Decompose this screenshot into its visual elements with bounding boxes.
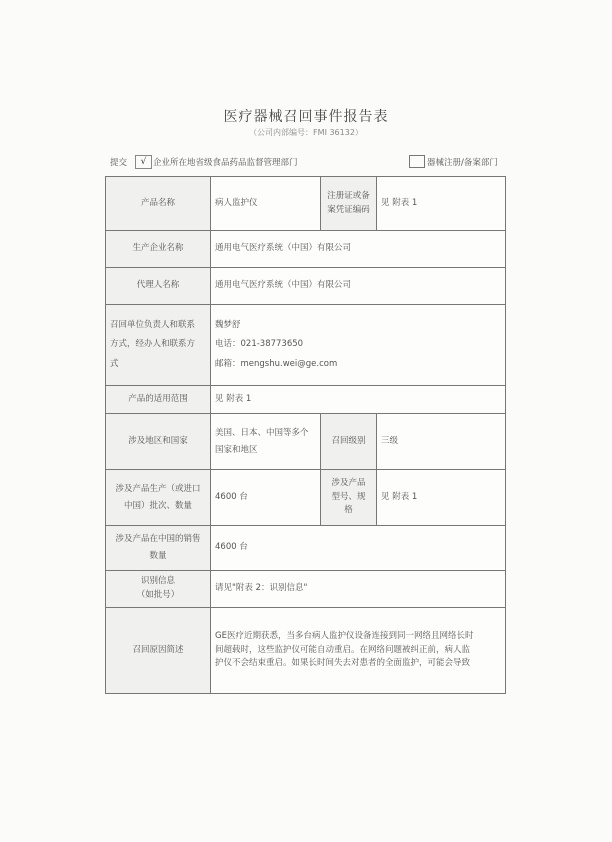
reason-line-2: 间超载时，这些监护仪可能自动重启。在网络问题被纠正前，病人监 — [215, 644, 471, 655]
sales-label — [106, 526, 211, 571]
contact-phone: 电话：021-38773650 — [215, 339, 304, 350]
sales-label-line-2: 数量 — [149, 551, 167, 561]
province-option-label: 企业所在地省级食品药品监督管理部门 — [153, 158, 298, 168]
table-row — [106, 268, 506, 305]
registration-checkbox[interactable] — [409, 155, 425, 168]
level-label: 召回级别 — [321, 414, 377, 470]
contact-label-line-1: 召回单位负责人和联系 — [110, 319, 196, 330]
model-label-line-1: 涉及产品 — [331, 478, 366, 489]
recall-report-table — [105, 176, 506, 694]
reg-cert-label-line-2: 案凭证编码 — [327, 204, 370, 215]
scope-value: 见 附表 1 — [211, 386, 506, 414]
table-row — [106, 470, 506, 526]
model-label — [321, 470, 377, 526]
document-subtitle: （公司内部编号：FMI 36132） — [249, 128, 363, 137]
submit-label: 提交 — [110, 158, 128, 168]
id-value: 请见"附表 2：识别信息" — [211, 571, 506, 608]
region-label: 涉及地区和国家 — [106, 414, 211, 470]
region-line-1: 美国、日本、中国等多个 — [215, 427, 309, 438]
region-value — [211, 414, 321, 470]
id-label-line-1: 识别信息 — [140, 576, 175, 587]
scope-label: 产品的适用范围 — [106, 386, 211, 414]
table-row — [106, 177, 506, 231]
reg-cert-label — [321, 177, 377, 231]
contact-email: 邮箱：mengshu.wei@ge.com — [215, 358, 338, 369]
product-name-value: 病人监护仪 — [211, 177, 321, 231]
reg-cert-label-line-1: 注册证或备 — [327, 190, 370, 201]
table-row — [106, 231, 506, 268]
reason-label: 召回原因简述 — [106, 608, 211, 694]
table-row — [106, 571, 506, 608]
document-title: 医疗器械召回事件报告表 — [223, 109, 389, 125]
table-row — [106, 608, 506, 694]
batch-value: 4600 台 — [211, 470, 321, 526]
agent-label: 代理人名称 — [106, 268, 211, 305]
contact-label — [106, 305, 211, 386]
manufacturer-label: 生产企业名称 — [106, 231, 211, 268]
batch-label — [106, 470, 211, 526]
table-row — [106, 386, 506, 414]
province-checkbox[interactable]: √ — [135, 155, 152, 169]
reason-line-1: GE医疗近期获悉，当多台病人监护仪设备连接到同一网络且网络长时 — [215, 631, 474, 642]
contact-value — [211, 305, 506, 386]
contact-label-line-3: 式 — [110, 358, 119, 369]
reason-value — [211, 608, 506, 694]
model-value: 见 附表 1 — [377, 470, 506, 526]
batch-label-line-1: 涉及产品生产（或进口 — [115, 483, 201, 494]
region-line-2: 国家和地区 — [215, 444, 258, 455]
sales-label-line-1: 涉及产品在中国的销售 — [115, 534, 201, 544]
reg-cert-value: 见 附表 1 — [377, 177, 506, 231]
manufacturer-value: 通用电气医疗系统（中国）有限公司 — [211, 231, 506, 268]
contact-name: 魏梦舒 — [215, 319, 241, 330]
table-row — [106, 414, 506, 470]
contact-label-line-2: 方式，经办人和联系方 — [110, 339, 196, 350]
sales-value: 4600 台 — [211, 526, 506, 571]
id-label — [106, 571, 211, 608]
product-name-label: 产品名称 — [106, 177, 211, 231]
registration-option-label: 器械注册/备案部门 — [427, 158, 498, 168]
reason-line-3: 护仪不会结束重启。如果长时间失去对患者的全面监护，可能会导致 — [215, 658, 471, 669]
model-label-line-3: 格 — [344, 505, 353, 516]
agent-value: 通用电气医疗系统（中国）有限公司 — [211, 268, 506, 305]
table-row — [106, 526, 506, 571]
submit-row — [105, 155, 505, 169]
level-value: 三级 — [377, 414, 506, 470]
model-label-line-2: 型号、规 — [331, 491, 366, 502]
id-label-line-2: （如批号） — [136, 590, 180, 600]
table-row — [106, 305, 506, 386]
batch-label-line-2: 中国）批次、数量 — [123, 500, 192, 511]
